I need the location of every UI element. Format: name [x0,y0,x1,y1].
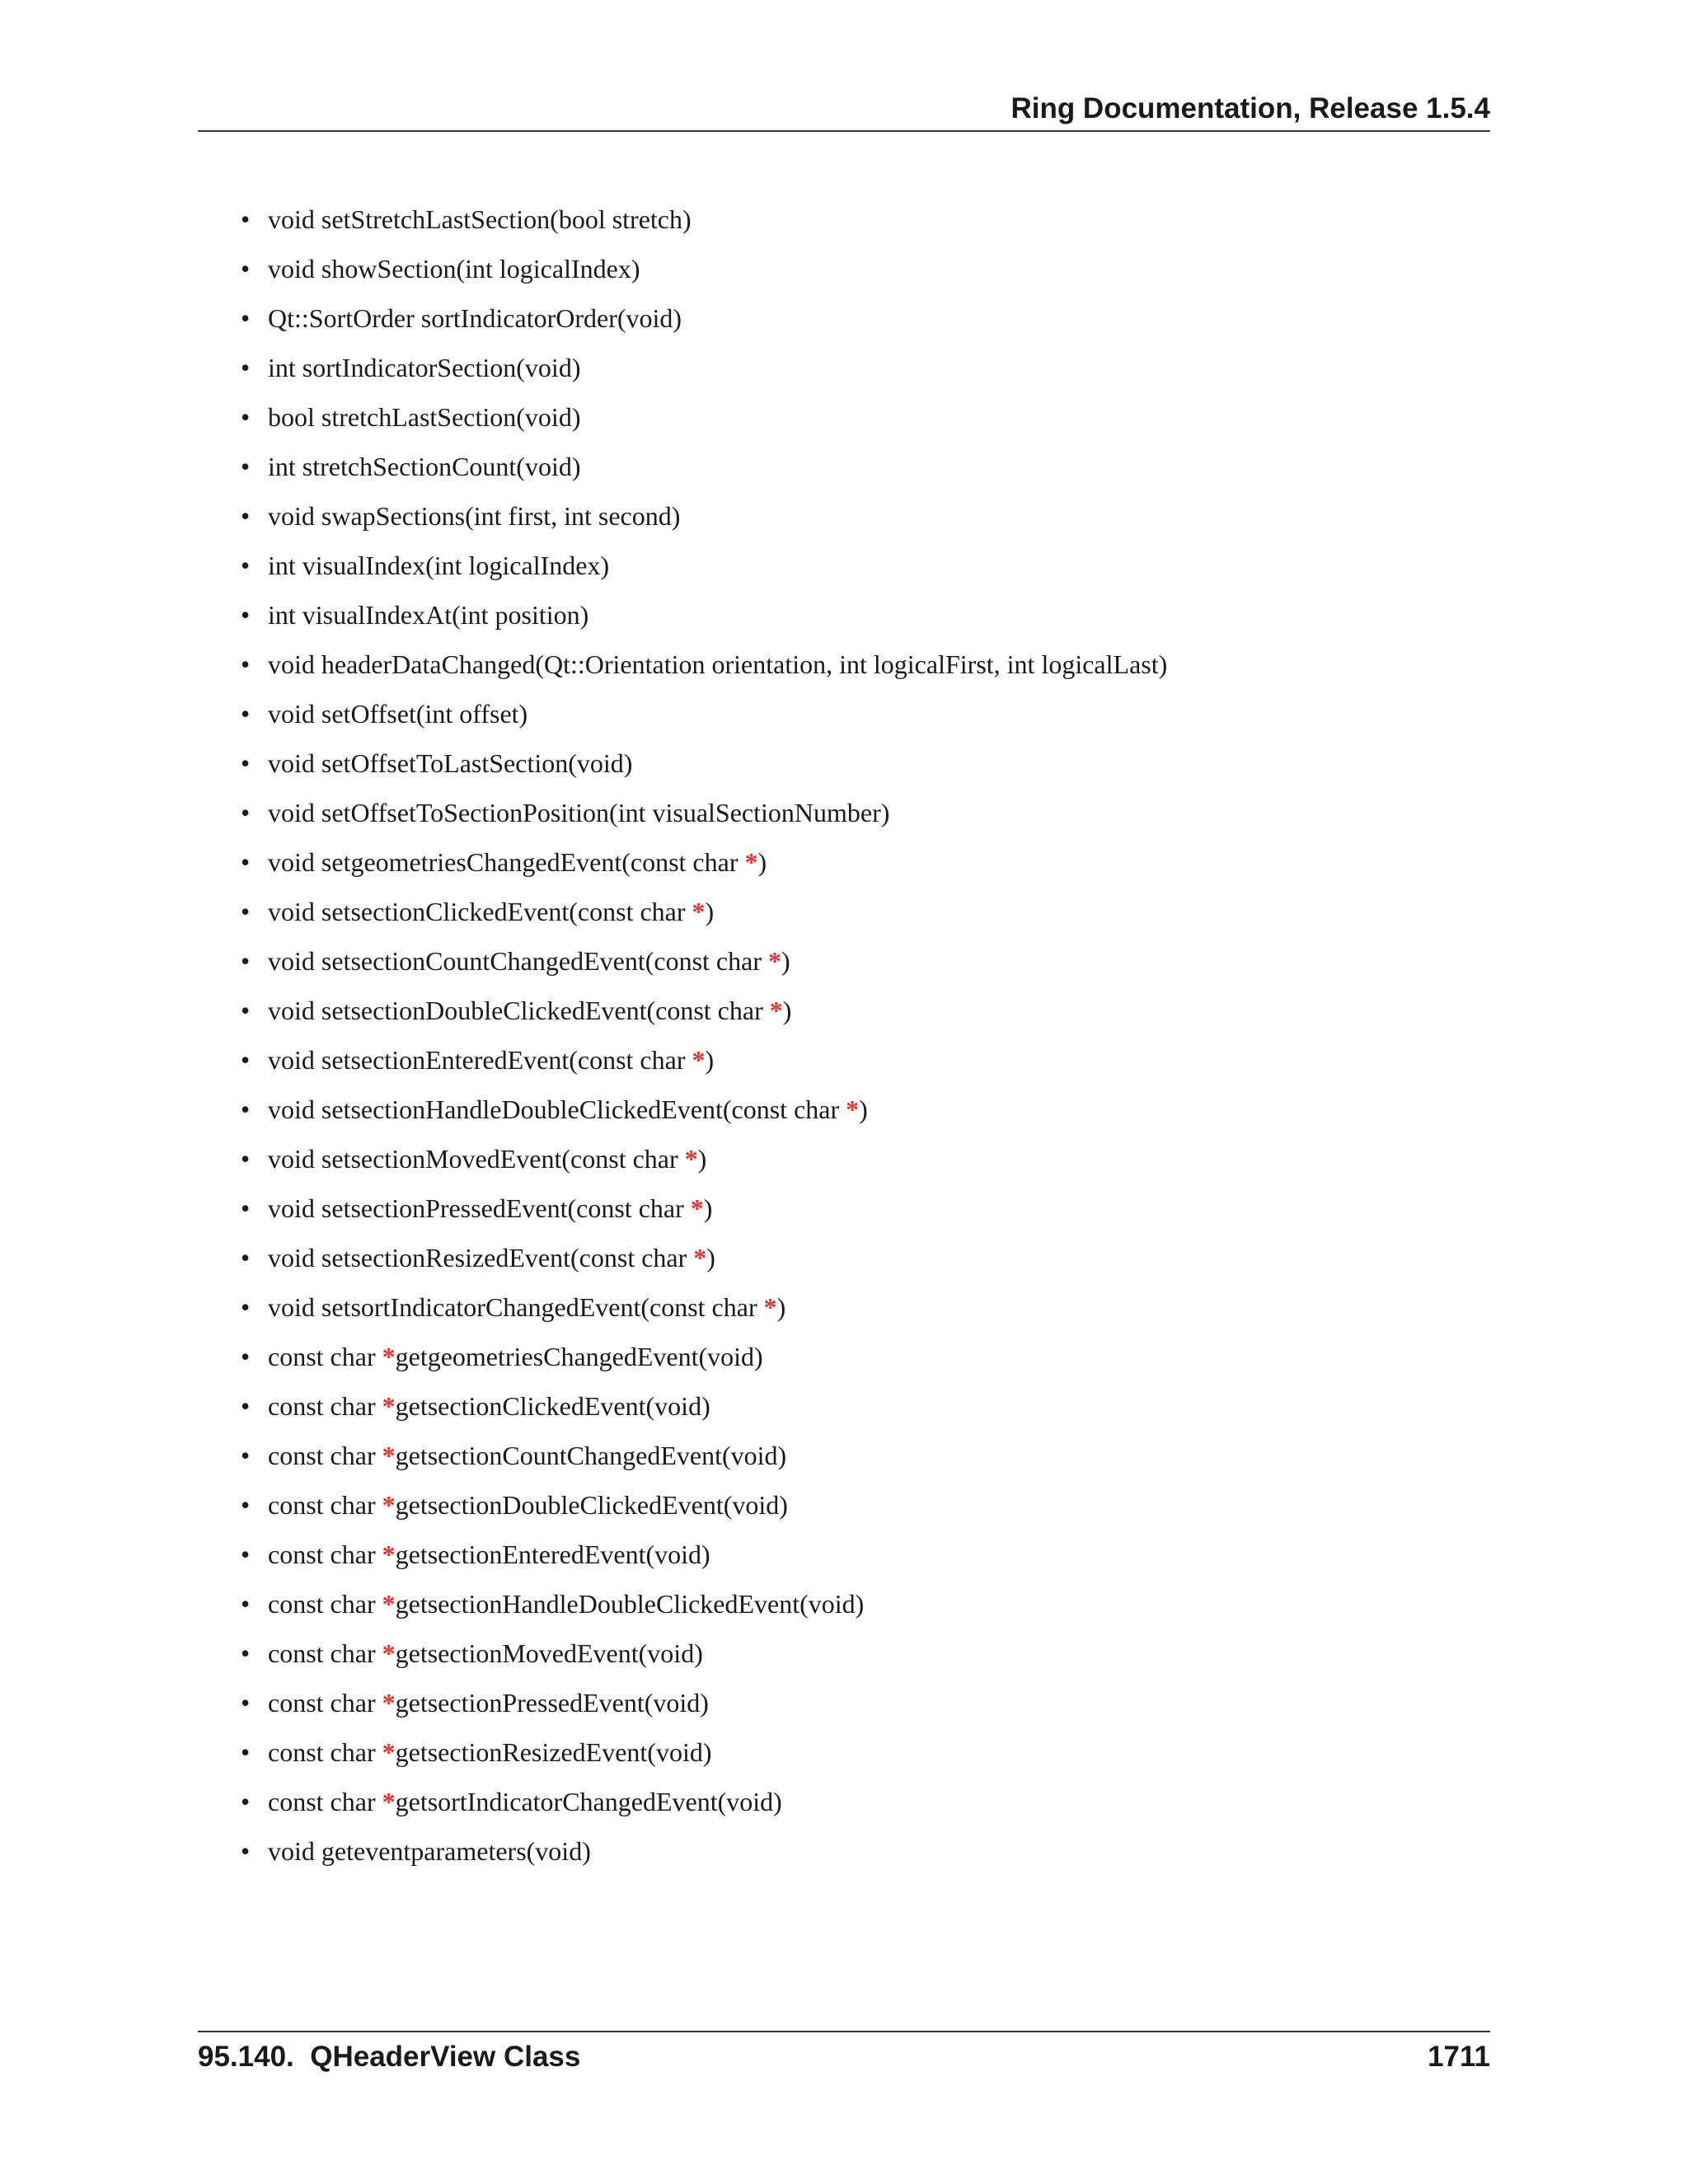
method-text-tail: getsectionResizedEvent(void) [395,1737,712,1767]
method-text: void setgeometriesChangedEvent(const char [268,847,745,877]
bullet-icon: • [241,452,251,481]
bullet-icon: • [241,847,251,877]
pointer-asterisk: * [692,897,706,926]
bullet-icon: • [241,1540,251,1569]
list-item [241,640,1167,689]
list-item [241,1727,1167,1777]
list-item [241,541,1167,590]
method-text: void setOffset(int offset) [268,699,528,729]
method-text-tail: getsectionMovedEvent(void) [395,1638,703,1668]
list-item [241,491,1167,541]
bullet-icon: • [241,1292,251,1322]
method-text: void setOffsetToSectionPosition(int visualSectionNumber) [268,798,890,827]
method-text: void showSection(int logicalIndex) [268,254,640,284]
footer-section-title: 95.140. QHeaderView Class [198,2041,581,2073]
bullet-icon: • [241,1094,251,1124]
list-item [241,788,1167,837]
method-text-tail: ) [706,1243,715,1272]
list-item [241,738,1167,788]
bullet-icon: • [241,798,251,827]
method-text: const char [268,1490,382,1520]
page-header [198,89,1490,132]
bullet-icon: • [241,1391,251,1421]
pointer-asterisk: * [382,1737,396,1767]
method-text: void setsectionClickedEvent(const char [268,897,692,926]
list-item [241,1480,1167,1530]
pointer-asterisk: * [382,1787,396,1816]
method-text-tail: getsortIndicatorChangedEvent(void) [395,1787,782,1816]
method-text: void setsectionHandleDoubleClickedEvent(const char [268,1094,846,1124]
list-item [241,689,1167,738]
bullet-icon: • [241,1193,251,1223]
list-item [241,194,1167,244]
bullet-icon: • [241,1441,251,1470]
method-text: const char [268,1737,382,1767]
pointer-asterisk: * [382,1540,396,1569]
bullet-icon: • [241,353,251,382]
method-text: const char [268,1391,382,1421]
list-item [241,1332,1167,1381]
method-text: int visualIndexAt(int position) [268,600,589,630]
method-text: const char [268,1342,382,1371]
method-text-tail: ) [859,1094,868,1124]
list-item [241,1035,1167,1085]
bullet-icon: • [241,1737,251,1767]
method-text: const char [268,1688,382,1718]
bullet-icon: • [241,649,251,679]
bullet-icon: • [241,1638,251,1668]
method-text-tail: getsectionCountChangedEvent(void) [395,1441,787,1470]
method-text-tail: getsectionPressedEvent(void) [395,1688,709,1718]
list-item [241,1777,1167,1826]
list-item [241,936,1167,986]
list-item [241,293,1167,343]
list-item [241,1530,1167,1579]
list-item [241,442,1167,491]
list-item [241,244,1167,293]
method-text: int visualIndex(int logicalIndex) [268,551,610,580]
pointer-asterisk: * [382,1638,396,1668]
list-item [241,837,1167,887]
method-text: const char [268,1540,382,1569]
method-text: void setsectionEnteredEvent(const char [268,1045,692,1075]
bullet-icon: • [241,204,251,234]
bullet-icon: • [241,1787,251,1816]
method-text-tail: ) [782,996,792,1025]
method-list [241,194,1167,1876]
method-text: bool stretchLastSection(void) [268,402,581,432]
method-text: void setsectionMovedEvent(const char [268,1144,685,1174]
pointer-asterisk: * [382,1342,396,1371]
method-text-tail: getsectionEnteredEvent(void) [395,1540,710,1569]
bullet-icon: • [241,254,251,284]
method-text: void setsectionPressedEvent(const char [268,1193,691,1223]
list-item [241,343,1167,392]
bullet-icon: • [241,551,251,580]
list-item [241,1431,1167,1480]
method-text: void setOffsetToLastSection(void) [268,748,633,778]
method-text-tail: ) [705,1045,715,1075]
bullet-icon: • [241,1490,251,1520]
method-text-tail: ) [781,946,790,976]
bullet-icon: • [241,1688,251,1718]
method-text: int stretchSectionCount(void) [268,452,581,481]
bullet-icon: • [241,897,251,926]
pointer-asterisk: * [382,1490,396,1520]
pointer-asterisk: * [382,1441,396,1470]
method-text-tail: ) [703,1193,713,1223]
list-item [241,1381,1167,1431]
method-text: const char [268,1589,382,1619]
method-text-tail: getsectionHandleDoubleClickedEvent(void) [395,1589,865,1619]
bullet-icon: • [241,1836,251,1866]
bullet-icon: • [241,1045,251,1075]
list-item [241,1678,1167,1727]
bullet-icon: • [241,748,251,778]
pointer-asterisk: * [763,1292,777,1322]
method-text-tail: ) [776,1292,786,1322]
pointer-asterisk: * [846,1094,860,1124]
list-item [241,590,1167,640]
list-item [241,1233,1167,1282]
list-item [241,1629,1167,1678]
pointer-asterisk: * [382,1688,396,1718]
method-text: void setsectionCountChangedEvent(const char [268,946,768,976]
method-text: const char [268,1638,382,1668]
method-text: void setsectionDoubleClickedEvent(const char [268,996,770,1025]
list-item [241,1826,1167,1876]
bullet-icon: • [241,1589,251,1619]
method-text: void setsortIndicatorChangedEvent(const char [268,1292,764,1322]
bullet-icon: • [241,303,251,333]
pointer-asterisk: * [382,1589,396,1619]
list-item [241,1282,1167,1332]
pointer-asterisk: * [744,847,758,877]
list-item [241,1579,1167,1629]
pointer-asterisk: * [690,1193,704,1223]
pointer-asterisk: * [684,1144,698,1174]
pointer-asterisk: * [769,996,783,1025]
list-item [241,1085,1167,1134]
bullet-icon: • [241,600,251,630]
list-item [241,986,1167,1035]
method-text-tail: getgeometriesChangedEvent(void) [395,1342,763,1371]
list-item [241,1183,1167,1233]
footer-page-number: 1711 [1428,2041,1490,2073]
bullet-icon: • [241,699,251,729]
bullet-icon: • [241,1342,251,1371]
method-text: void setsectionResizedEvent(const char [268,1243,694,1272]
pointer-asterisk: * [693,1243,707,1272]
list-item [241,1134,1167,1183]
method-text: void geteventparameters(void) [268,1836,591,1866]
bullet-icon: • [241,996,251,1025]
method-text: Qt::SortOrder sortIndicatorOrder(void) [268,303,682,333]
bullet-icon: • [241,1243,251,1272]
bullet-icon: • [241,501,251,531]
bullet-icon: • [241,402,251,432]
method-text: int sortIndicatorSection(void) [268,353,581,382]
bullet-icon: • [241,1144,251,1174]
method-text: void headerDataChanged(Qt::Orientation orientation, int logicalFirst, int logicalLast) [268,649,1168,679]
method-text: void swapSections(int first, int second) [268,501,681,531]
method-text-tail: ) [697,1144,707,1174]
pointer-asterisk: * [767,946,781,976]
method-text: void setStretchLastSection(bool stretch) [268,204,692,234]
method-text-tail: ) [705,897,715,926]
method-text: const char [268,1787,382,1816]
method-text-tail: getsectionClickedEvent(void) [395,1391,710,1421]
pointer-asterisk: * [692,1045,706,1075]
list-item [241,887,1167,936]
pointer-asterisk: * [382,1391,396,1421]
bullet-icon: • [241,946,251,976]
method-text-tail: ) [757,847,767,877]
page-footer [198,2031,1490,2073]
method-text: const char [268,1441,382,1470]
header-title: Ring Documentation, Release 1.5.4 [1010,92,1490,124]
list-item [241,392,1167,442]
method-text-tail: getsectionDoubleClickedEvent(void) [395,1490,788,1520]
